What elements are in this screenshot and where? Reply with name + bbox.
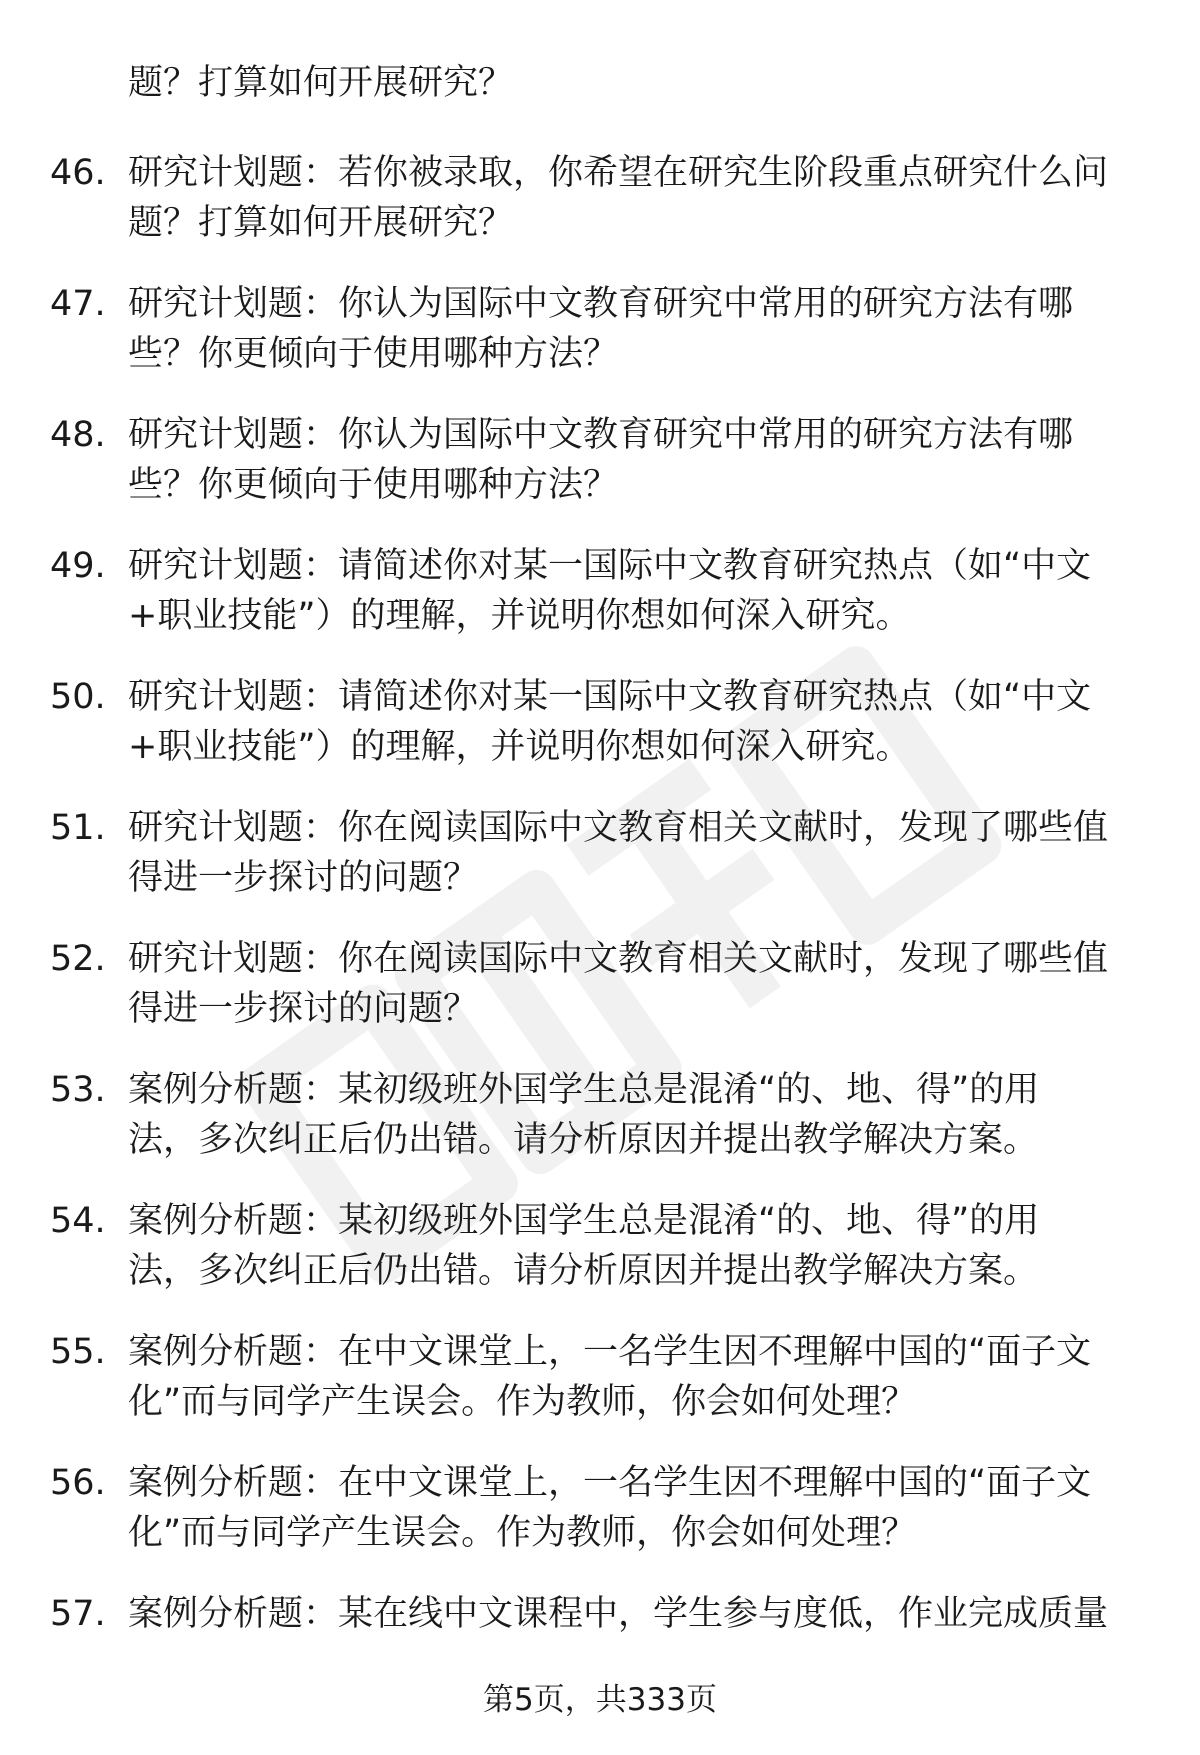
question-number: 51. xyxy=(50,808,106,848)
question-line: 得进一步探讨的问题？ xyxy=(128,989,479,1029)
question-number: 48. xyxy=(50,415,106,455)
page-footer: 第5页，共333页 xyxy=(483,1682,717,1718)
question-line: 些？你更倾向于使用哪种方法？ xyxy=(128,334,619,374)
question-item xyxy=(0,398,1200,529)
question-number: 46. xyxy=(50,153,106,193)
question-item xyxy=(0,1315,1200,1446)
question-item xyxy=(0,1446,1200,1577)
question-item xyxy=(0,922,1200,1053)
question-item xyxy=(0,791,1200,922)
question-text xyxy=(128,1327,1138,1427)
question-line: 案例分析题：某初级班外国学生总是混淆“的、地、得”的用 xyxy=(128,1201,1040,1241)
question-item xyxy=(0,1184,1200,1315)
question-line: 研究计划题：请简述你对某一国际中文教育研究热点（如“中文 xyxy=(128,677,1092,717)
question-text xyxy=(128,541,1138,641)
question-line: 研究计划题：你认为国际中文教育研究中常用的研究方法有哪 xyxy=(128,415,1074,455)
question-text xyxy=(128,934,1138,1034)
question-number: 47. xyxy=(50,284,106,324)
question-number: 54. xyxy=(50,1201,106,1241)
question-line: 研究计划题：你认为国际中文教育研究中常用的研究方法有哪 xyxy=(128,284,1074,324)
question-number: 55. xyxy=(50,1332,106,1372)
question-number: 57. xyxy=(50,1594,106,1634)
question-line: 得进一步探讨的问题？ xyxy=(128,858,479,898)
question-item xyxy=(0,136,1200,267)
question-list xyxy=(0,136,1200,1708)
question-number: 53. xyxy=(50,1070,106,1110)
question-line: 研究计划题：你在阅读国际中文教育相关文献时，发现了哪些值 xyxy=(128,939,1109,979)
question-line: 化”而与同学产生误会。作为教师，你会如何处理？ xyxy=(128,1513,917,1553)
question-text xyxy=(128,1458,1138,1558)
question-text xyxy=(128,672,1138,772)
question-line: 法，多次纠正后仍出错。请分析原因并提出教学解决方案。 xyxy=(128,1120,1039,1160)
question-line: 法，多次纠正后仍出错。请分析原因并提出教学解决方案。 xyxy=(128,1251,1039,1291)
question-line: 案例分析题：在中文课堂上，一名学生因不理解中国的“面子文 xyxy=(128,1463,1092,1503)
question-line: 些？你更倾向于使用哪种方法？ xyxy=(128,465,619,505)
question-number: 49. xyxy=(50,546,106,586)
question-line: 研究计划题：若你被录取，你希望在研究生阶段重点研究什么问 xyxy=(128,153,1109,193)
continued-question-text: 题？打算如何开展研究？ xyxy=(128,63,514,103)
question-text xyxy=(128,1589,1138,1639)
question-number: 52. xyxy=(50,939,106,979)
question-line: +职业技能”）的理解，并说明你想如何深入研究。 xyxy=(128,727,911,767)
question-text xyxy=(128,1196,1138,1296)
question-line: 化”而与同学产生误会。作为教师，你会如何处理？ xyxy=(128,1382,917,1422)
question-number: 50. xyxy=(50,677,106,717)
question-line: 研究计划题：你在阅读国际中文教育相关文献时，发现了哪些值 xyxy=(128,808,1109,848)
question-text xyxy=(128,1065,1138,1165)
question-line: 案例分析题：某初级班外国学生总是混淆“的、地、得”的用 xyxy=(128,1070,1040,1110)
question-number: 56. xyxy=(50,1463,106,1503)
question-item xyxy=(0,267,1200,398)
question-text xyxy=(128,148,1138,248)
question-item xyxy=(0,1053,1200,1184)
question-line: 题？打算如何开展研究？ xyxy=(128,203,514,243)
question-item xyxy=(0,660,1200,791)
question-text xyxy=(128,279,1138,379)
question-line: 研究计划题：请简述你对某一国际中文教育研究热点（如“中文 xyxy=(128,546,1092,586)
question-line: 案例分析题：某在线中文课程中，学生参与度低，作业完成质量 xyxy=(128,1594,1109,1634)
question-text xyxy=(128,803,1138,903)
question-line: +职业技能”）的理解，并说明你想如何深入研究。 xyxy=(128,596,911,636)
question-text xyxy=(128,410,1138,510)
question-item xyxy=(0,529,1200,660)
question-line: 案例分析题：在中文课堂上，一名学生因不理解中国的“面子文 xyxy=(128,1332,1092,1372)
